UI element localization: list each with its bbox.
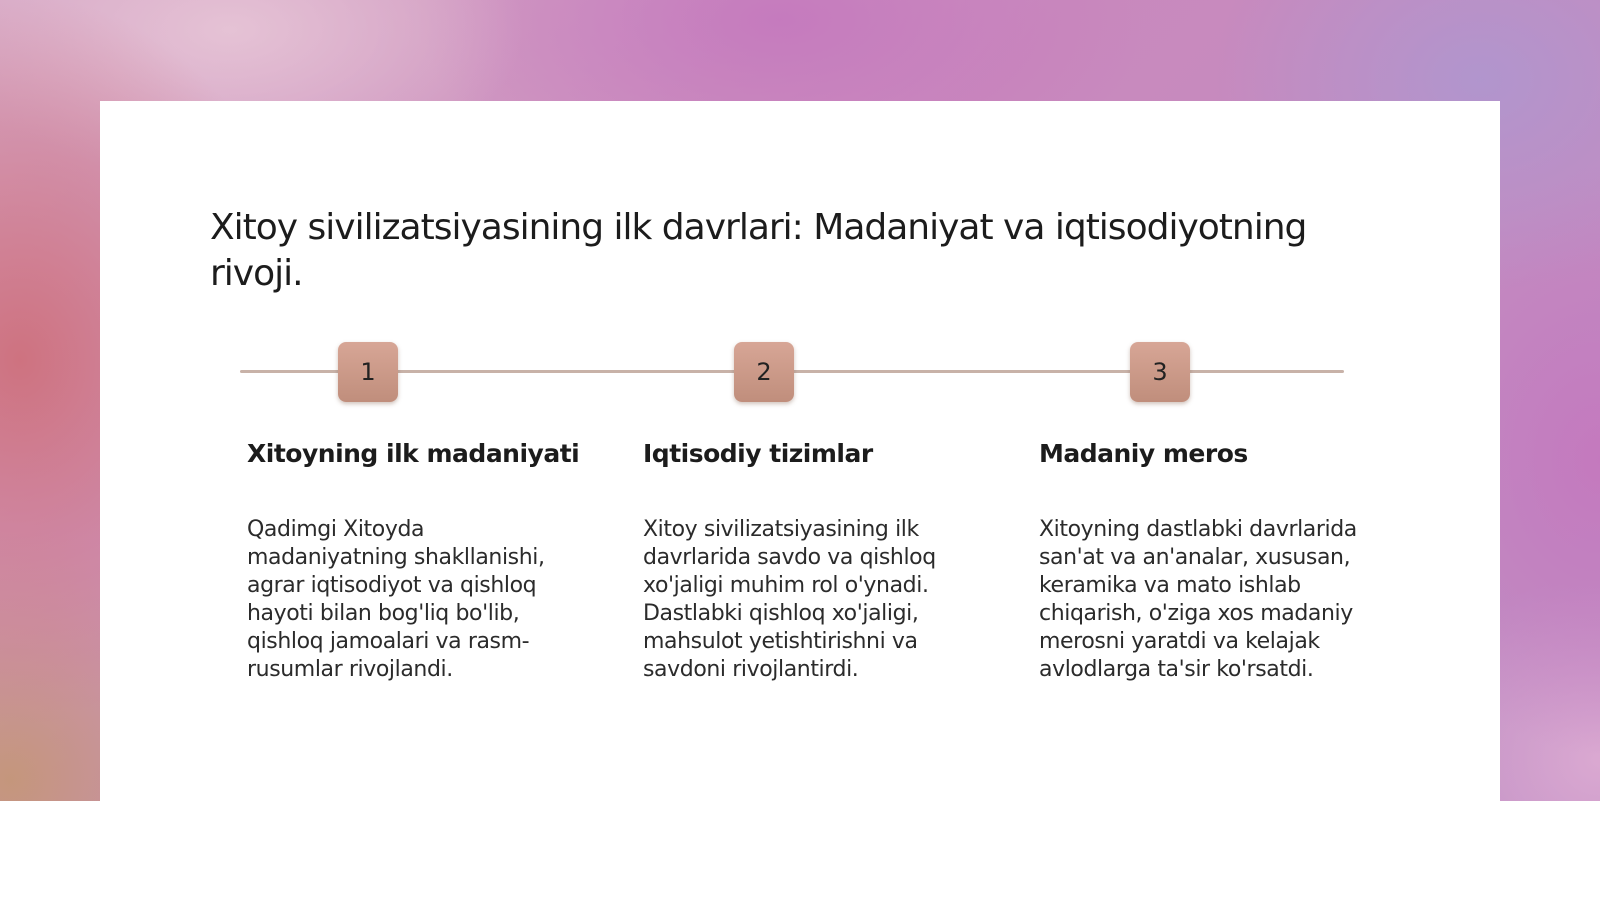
timeline-step-1 [247, 438, 587, 684]
step-description: Xitoyning dastlabki davrlarida san'at va an'analar, xususan, keramika va mato ishlab chiqarish, o'ziga xos madaniy merosni yaratdi va kelajak avlodlarga ta'sir ko'rsatdi. [1039, 517, 1357, 682]
step-badge-2: 2 [734, 342, 794, 402]
step-heading: Madaniy meros [1039, 439, 1248, 468]
step-badge-3: 3 [1130, 342, 1190, 402]
timeline-step-2 [643, 438, 983, 684]
timeline-step-3 [1039, 438, 1379, 684]
step-badge-1: 1 [338, 342, 398, 402]
slide-card [100, 101, 1500, 801]
slide-title: Xitoy sivilizatsiyasining ilk davrlari: Madaniyat va iqtisodiyotning rivoji. [210, 207, 1307, 294]
step-description: Xitoy sivilizatsiyasining ilk davrlarida savdo va qishloq xo'jaligi muhim rol o'ynadi. Dastlabki qishloq xo'jaligi, mahsulot yetishtirishni va savdoni rivojlantirdi. [643, 517, 936, 682]
step-description: Qadimgi Xitoyda madaniyatning shakllanishi, agrar iqtisodiyot va qishloq hayoti bilan bog'liq bo'lib, qishloq jamoalari va rasm-rusumlar rivojlandi. [247, 517, 545, 682]
step-heading: Xitoyning ilk madaniyati [247, 439, 580, 468]
step-heading: Iqtisodiy tizimlar [643, 439, 873, 468]
